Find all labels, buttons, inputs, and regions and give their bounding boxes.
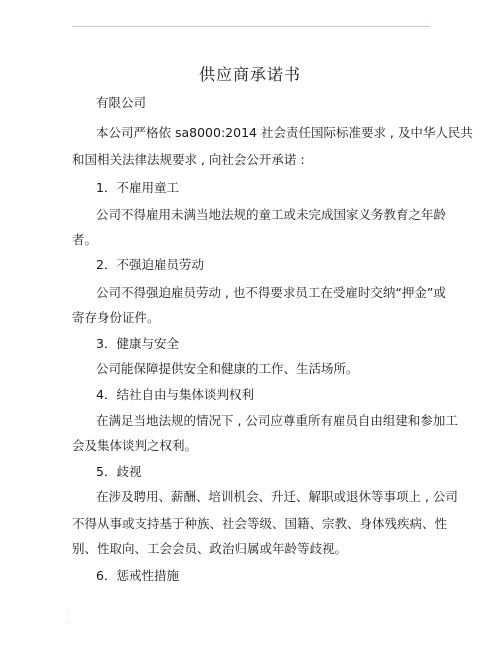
section-1-text-line-1: 公司不得雇用未满当地法规的童工或未完成国家义务教育之年龄 xyxy=(96,207,447,222)
section-5-text-line-1: 在涉及聘用、薪酬、培训机会、升迁、解职或退休等事项上 , 公司 xyxy=(96,489,458,504)
corner-dot: . xyxy=(426,17,428,24)
section-3-text-line-1: 公司能保障提供安全和健康的工作、生活场所。 xyxy=(96,361,359,376)
section-1-heading: 1．不雇用童工 xyxy=(96,180,179,195)
section-5-text-line-3: 别、性取向、工会会员、政治归属或年龄等歧视。 xyxy=(72,541,348,556)
section-4-text-line-1: 在满足当地法规的情况下 , 公司应尊重所有雇员自由组建和参加工 xyxy=(96,413,458,428)
header-rule xyxy=(72,26,430,27)
footer-dot: . xyxy=(68,609,70,616)
recipient-line: 有限公司 xyxy=(96,95,147,110)
section-5-text-line-2: 不得从事或支持基于种族、社会等级、国籍、宗教、身体残疾病、性 xyxy=(72,516,448,531)
section-4-text-line-2: 会及集体谈判之权利。 xyxy=(72,438,198,453)
section-2-text-line-2: 寄存身份证件。 xyxy=(72,310,160,325)
section-2-text-line-1: 公司不得强迫雇员劳动 , 也不得要求员工在受雇时交纳“押金”或 xyxy=(96,285,446,300)
section-2-heading: 2．不强迫雇员劳动 xyxy=(96,257,204,272)
section-5-heading: 5．歧视 xyxy=(96,464,142,479)
section-1-text-line-2: 者。 xyxy=(72,232,98,247)
section-3-heading: 3．健康与安全 xyxy=(96,336,179,351)
intro-line-2: 和国相关法律法规要求 , 向社会公开承诺 : xyxy=(72,152,305,167)
document-title: 供应商承诺书 xyxy=(198,65,301,84)
section-6-heading: 6．惩戒性措施 xyxy=(96,568,179,583)
footer-dot: . xyxy=(68,619,70,626)
section-4-heading: 4．结社自由与集体谈判权利 xyxy=(96,387,254,402)
intro-line-1: 本公司严格依 sa8000:2014 社会责任国际标准要求 , 及中华人民共 xyxy=(96,125,473,140)
